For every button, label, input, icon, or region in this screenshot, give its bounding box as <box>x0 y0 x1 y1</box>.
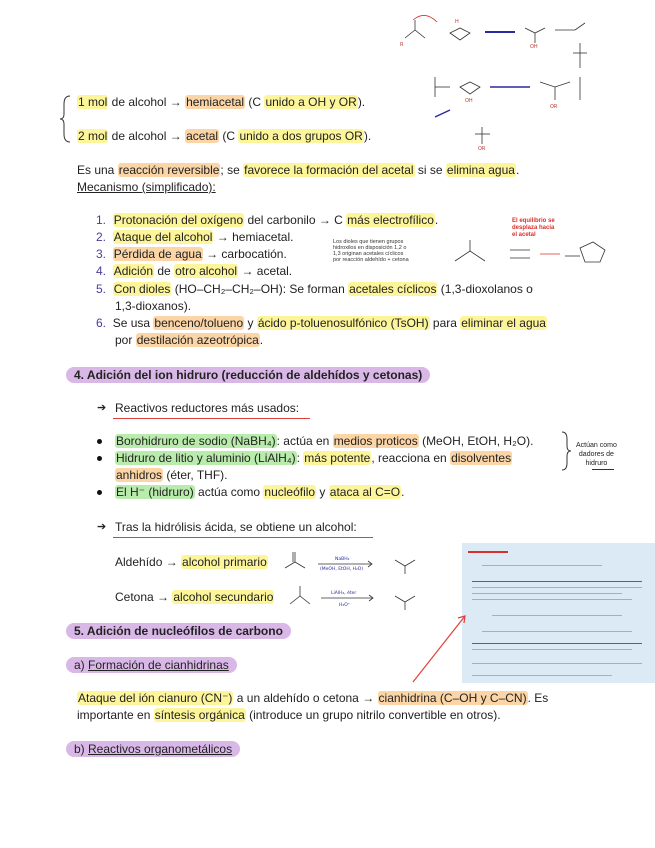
text: → carbocatión. <box>202 247 287 261</box>
highlight: otro alcohol <box>175 264 238 278</box>
hidrolisis-title: Tras la hidrólisis ácida, se obtiene un alcohol: <box>115 520 357 534</box>
highlight: nucleófilo <box>264 485 316 499</box>
svg-text:NaBH₄: NaBH₄ <box>335 557 350 562</box>
curly-brace <box>58 94 72 144</box>
highlight: ácido p-toluenosulfónico (TsOH) <box>257 316 429 330</box>
text: (1,3-dioxolanos o <box>437 282 533 296</box>
text: b) <box>74 742 89 756</box>
aldehido-line <box>115 555 268 569</box>
step-number: 2. <box>96 230 107 244</box>
subsection-a-title: Formación de cianhidrinas <box>88 658 229 672</box>
text: . <box>515 163 520 177</box>
cyanide-line-1 <box>77 691 548 705</box>
svg-text:OH: OH <box>465 98 473 104</box>
red-pointer-arrow <box>410 612 470 687</box>
svg-text:OR: OR <box>478 146 486 152</box>
text: del carbonilo → C <box>244 213 347 227</box>
text: ). <box>363 129 372 143</box>
highlight: unido a OH y OR <box>265 95 357 109</box>
text: . <box>259 333 264 347</box>
text: . <box>401 485 405 499</box>
text: : actúa en <box>276 434 333 448</box>
highlight: alcohol secundario <box>173 590 274 604</box>
step-6-continued <box>115 333 263 347</box>
step-number: 1. <box>96 213 107 227</box>
text: → acetal. <box>238 264 293 278</box>
red-underline-hidrolisis <box>113 537 373 538</box>
svg-text:H: H <box>455 19 459 25</box>
text: para <box>429 316 461 330</box>
text: de alcohol → <box>108 129 186 143</box>
highlight: Ataque del alcohol <box>113 230 213 244</box>
subsection-b <box>66 741 240 757</box>
highlight: disolventes <box>451 451 512 465</box>
bullet-hidruro <box>115 485 404 499</box>
text: Cetona → <box>115 590 173 604</box>
highlight: elimina agua <box>446 163 515 177</box>
text: si se <box>414 163 446 177</box>
step-number: 5. <box>96 282 107 296</box>
cyanide-line-2 <box>77 708 501 722</box>
mechanism-sketch-top <box>395 8 595 78</box>
svg-text:OR: OR <box>550 104 558 110</box>
svg-text:H₃O⁺: H₃O⁺ <box>339 603 351 608</box>
brace-note-underline <box>592 469 614 470</box>
highlight: acetales cíclicos <box>349 282 437 296</box>
right-brace <box>560 430 572 472</box>
highlight: El H⁻ (hidruro) <box>116 485 194 499</box>
text: y <box>316 485 329 499</box>
step-6 <box>96 316 547 330</box>
step-5 <box>96 282 533 296</box>
highlight: Pérdida de agua <box>113 247 202 261</box>
highlight: Borohidruro de sodio (NaBH₄) <box>116 434 276 448</box>
cetona-line <box>115 590 274 604</box>
step-2 <box>96 230 293 244</box>
svg-text:LiAlH₄, éter: LiAlH₄, éter <box>331 591 357 596</box>
text: actúa como <box>194 485 264 499</box>
reference-thumbnail <box>462 543 655 683</box>
mechanism-sketch-middle <box>430 72 600 152</box>
ketone-sketch <box>445 236 495 271</box>
cetona-reaction-sketch <box>285 582 430 612</box>
arrow-hidrolisis: ➔ <box>97 521 107 533</box>
arrow-reactivos: ➔ <box>97 402 107 414</box>
text: (C <box>219 129 239 143</box>
highlight: acetal <box>186 129 219 143</box>
text: Se usa <box>112 316 154 330</box>
text: (MeOH, EtOH, H₂O). <box>418 434 534 448</box>
svg-text:R: R <box>400 42 404 48</box>
highlight: cianhidrina (C–OH y C–CN) <box>378 691 527 705</box>
highlight: más potente <box>304 451 371 465</box>
text: , reacciona en <box>371 451 451 465</box>
text: → hemiacetal. <box>213 230 294 244</box>
text: : <box>296 451 304 465</box>
reactivos-title: Reactivos reductores más usados: <box>115 401 300 415</box>
text: a un aldehído o cetona → <box>233 691 378 705</box>
text: (C <box>245 95 265 109</box>
text: de alcohol → <box>108 95 186 109</box>
highlight: eliminar el agua <box>461 316 546 330</box>
highlight: Con dioles <box>113 282 171 296</box>
highlight: más electrofílico <box>347 213 434 227</box>
step-4 <box>96 264 292 278</box>
svg-text:OH: OH <box>530 44 538 50</box>
text: de <box>154 264 175 278</box>
text: Es una <box>77 163 118 177</box>
highlight: benceno/tolueno <box>154 316 244 330</box>
step-number: 4. <box>96 264 107 278</box>
text: (HO–CH₂–CH₂–OH): Se forman <box>171 282 349 296</box>
bullet <box>97 439 102 444</box>
step-number: 6. <box>96 316 107 330</box>
text: ; se <box>220 163 244 177</box>
intro-line-hemiacetal <box>77 95 365 109</box>
highlight: 1 mol <box>78 95 108 109</box>
step-1 <box>96 213 438 227</box>
highlight: 2 mol <box>78 129 108 143</box>
text: a) <box>74 658 89 672</box>
svg-text:(MeOH, EtOH, H₂O): (MeOH, EtOH, H₂O) <box>320 567 364 572</box>
diol-side-note: Los dioles que tienen grupos hidroxilos en disposición 1,2 o 1,3 originan acetales cíclicos por reacción aldehído + cetona <box>333 239 409 263</box>
highlight: destilación azeotrópica <box>136 333 259 347</box>
intro-line-acetal <box>77 129 371 143</box>
step-3 <box>96 247 287 261</box>
bullet <box>97 456 102 461</box>
highlight: Hidruro de litio y aluminio (LiAlH₄) <box>116 451 296 465</box>
mechanism-title: Mecanismo (simplificado): <box>77 180 216 194</box>
highlight: Adición <box>113 264 154 278</box>
section-5-heading: 5. Adición de nucleófilos de carbono <box>66 623 291 639</box>
cyclic-acetal-sketch <box>505 238 615 273</box>
subsection-a <box>66 657 237 673</box>
highlight: unido a dos grupos OR <box>239 129 363 143</box>
subsection-b-title: Reactivos organometálicos <box>88 742 233 756</box>
brace-note: Actúan como dadores de hidruro <box>576 442 617 467</box>
bullet-lialh4-continued <box>115 468 227 482</box>
highlight: síntesis orgánica <box>154 708 245 722</box>
text: y <box>244 316 257 330</box>
bullet <box>97 490 102 495</box>
section-4-heading: 4. Adición del ion hidruro (reducción de aldehídos y cetonas) <box>66 367 430 383</box>
aldehido-reaction-sketch <box>280 548 430 578</box>
highlight: alcohol primario <box>182 555 267 569</box>
highlight: medios proticos <box>333 434 418 448</box>
reversible-text <box>77 163 519 177</box>
equilibrium-note: El equilibrio se desplaza hacia el acetal <box>512 218 555 238</box>
highlight: Ataque del ión cianuro (CN⁻) <box>78 691 233 705</box>
highlight: reacción reversible <box>118 163 220 177</box>
bullet-nabh4 <box>115 434 533 448</box>
step-5-continued: 1,3-dioxanos). <box>115 299 192 313</box>
text: por <box>115 333 136 347</box>
text: Aldehído → <box>115 555 182 569</box>
highlight: Protonación del oxígeno <box>113 213 244 227</box>
text: importante en <box>77 708 154 722</box>
text: . <box>434 213 439 227</box>
text: (introduce un grupo nitrilo convertible en otros). <box>245 708 501 722</box>
highlight: hemiacetal <box>186 95 245 109</box>
text: (éter, THF). <box>163 468 228 482</box>
step-number: 3. <box>96 247 107 261</box>
highlight: ataca al C=O <box>329 485 401 499</box>
highlight: anhidros <box>116 468 163 482</box>
text: ). <box>357 95 366 109</box>
highlight: favorece la formación del acetal <box>244 163 414 177</box>
red-underline-reactivos <box>113 418 310 419</box>
bullet-lialh4 <box>115 451 512 465</box>
text: . Es <box>527 691 549 705</box>
